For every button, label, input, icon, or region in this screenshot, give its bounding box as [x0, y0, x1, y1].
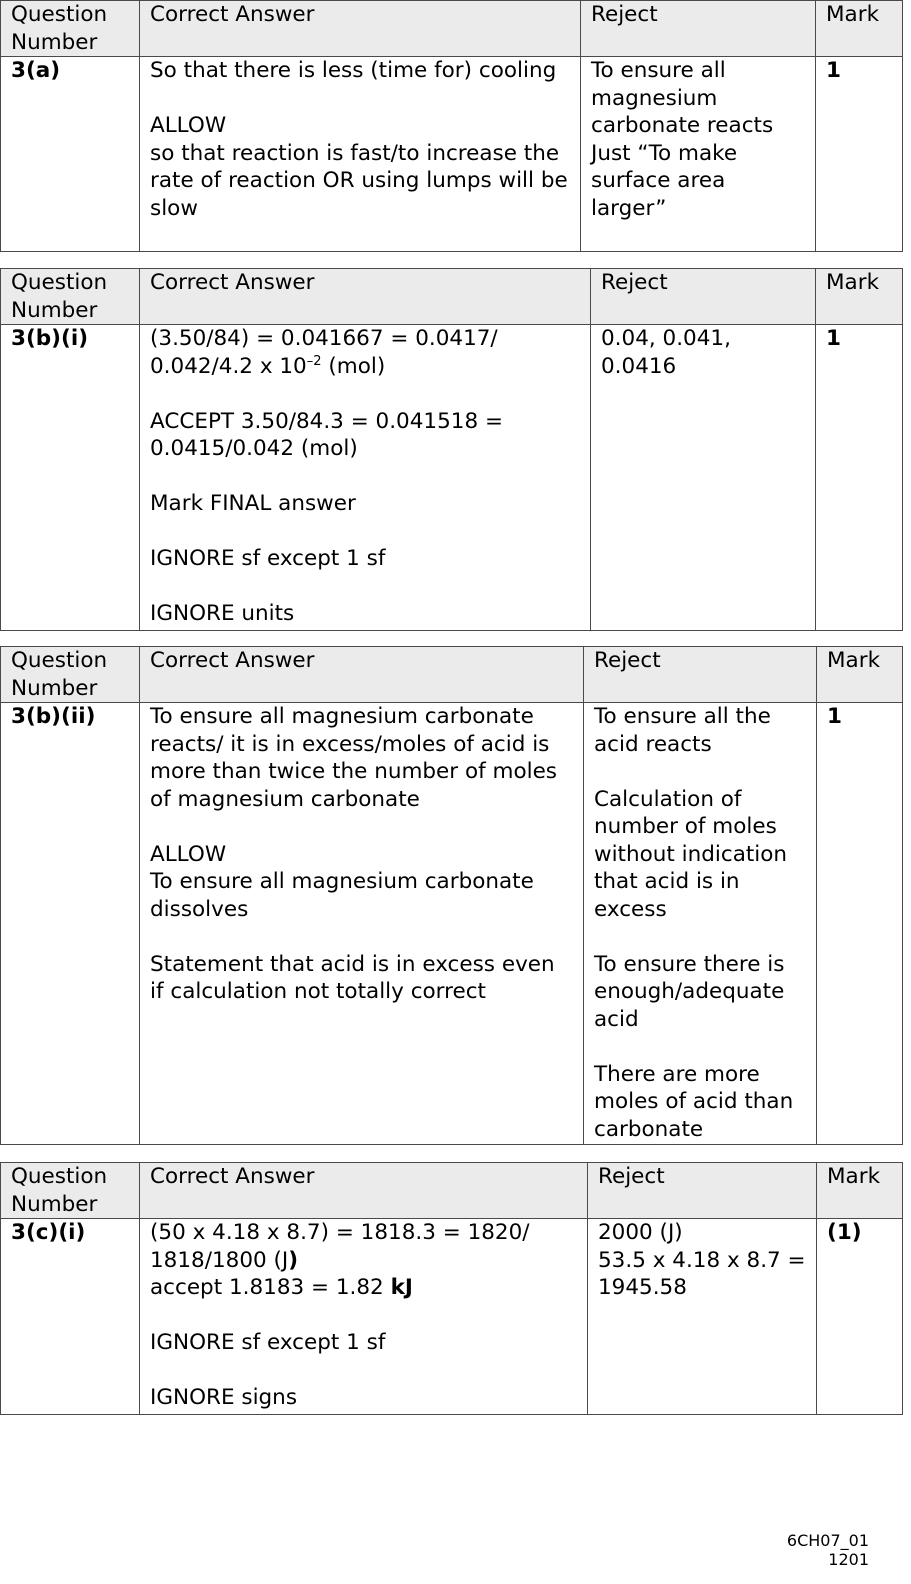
header-question-number: Question Number	[1, 1163, 140, 1219]
spacer	[150, 1302, 577, 1330]
spacer	[150, 813, 573, 841]
answer-line: Mark FINAL answer	[150, 491, 356, 516]
header-correct-answer: Correct Answer	[140, 647, 584, 703]
spacer	[150, 1357, 577, 1385]
question-number: 3(b)(ii)	[1, 703, 140, 1145]
table-row	[1, 703, 903, 1145]
reject-cell	[588, 1219, 817, 1415]
page-footer	[787, 1531, 869, 1569]
answer-line: Statement that acid is in excess even if calculation not totally correct	[150, 951, 555, 1004]
table-header-row	[1, 1, 903, 57]
correct-answer-cell	[140, 703, 584, 1145]
answer-bold-text: kJ	[390, 1275, 413, 1300]
spacer	[594, 923, 806, 951]
answer-line: IGNORE signs	[150, 1385, 298, 1410]
reject-line: Calculation of number of moles without indication that acid is in excess	[594, 786, 788, 922]
superscript-exponent: –2	[306, 353, 322, 369]
answer-line	[150, 1219, 577, 1274]
reject-line: There are more moles of acid than carbonate	[594, 1061, 794, 1142]
paper-code: 6CH07_01	[786, 1531, 869, 1550]
spacer	[150, 85, 570, 113]
question-number: 3(b)(i)	[1, 325, 140, 631]
mark-value: 1	[816, 57, 903, 252]
table-row	[1, 325, 903, 631]
spacer	[594, 758, 806, 786]
page-number: 1201	[828, 1550, 869, 1569]
mark-value: 1	[817, 703, 903, 1145]
correct-answer-cell	[140, 1219, 588, 1415]
answer-line: IGNORE units	[150, 601, 295, 626]
header-mark: Mark	[817, 647, 903, 703]
mark-scheme-table-3ci	[0, 1162, 903, 1415]
table-header-row	[1, 269, 903, 325]
header-mark: Mark	[816, 1, 903, 57]
spacer	[150, 923, 573, 951]
reject-line: 53.5 x 4.18 x 8.7 = 1945.58	[598, 1247, 806, 1300]
answer-line: IGNORE sf except 1 sf	[150, 1330, 386, 1355]
question-number: 3(a)	[1, 57, 140, 252]
header-mark: Mark	[817, 1163, 903, 1219]
table-header-row	[1, 1163, 903, 1219]
reject-line: To ensure there is enough/adequate acid	[594, 951, 785, 1032]
reject-line: Just “To make surface area larger”	[591, 140, 738, 221]
table-row	[1, 57, 903, 252]
table-row	[1, 1219, 903, 1415]
header-mark: Mark	[816, 269, 903, 325]
answer-line	[150, 1274, 577, 1302]
question-number: 3(c)(i)	[1, 1219, 140, 1415]
reject-line: To ensure all magnesium carbonate reacts	[591, 58, 774, 138]
spacer	[150, 380, 580, 408]
correct-answer-cell	[140, 57, 581, 252]
mark-scheme-table-3a	[0, 0, 903, 252]
correct-answer-cell	[140, 325, 591, 631]
mark-scheme-table-3bii	[0, 646, 903, 1145]
reject-line: To ensure all the acid reacts	[594, 704, 771, 757]
answer-line: ACCEPT 3.50/84.3 = 0.041518 = 0.0415/0.042 (mol)	[150, 408, 503, 461]
answer-text: (50 x 4.18 x 8.7) = 1818.3 = 1820/ 1818/1800 (J	[150, 1220, 530, 1273]
answer-line: IGNORE sf except 1 sf	[150, 546, 386, 571]
header-correct-answer: Correct Answer	[140, 1, 581, 57]
answer-line: To ensure all magnesium carbonate dissolves	[150, 869, 534, 922]
answer-text: (mol)	[321, 353, 386, 379]
header-correct-answer: Correct Answer	[140, 269, 591, 325]
spacer	[594, 1033, 806, 1061]
spacer	[150, 573, 580, 601]
reject-cell	[581, 57, 816, 252]
answer-line: ALLOW	[150, 113, 227, 138]
header-reject: Reject	[584, 647, 817, 703]
reject-cell	[591, 325, 816, 631]
answer-text: (3.50/84) = 0.041667 = 0.0417/ 0.042/4.2 x 10	[150, 326, 498, 379]
header-correct-answer: Correct Answer	[140, 1163, 588, 1219]
mark-scheme-table-3bi	[0, 268, 903, 631]
answer-line: So that there is less (time for) cooling	[150, 58, 557, 83]
answer-line: To ensure all magnesium carbonate reacts/ it is in excess/moles of acid is more than twice the number of moles of magnesium carbonate	[150, 704, 558, 812]
header-question-number: Question Number	[1, 269, 140, 325]
answer-line	[150, 325, 580, 380]
answer-line: so that reaction is fast/to increase the rate of reaction OR using lumps will be slow	[150, 140, 568, 221]
header-question-number: Question Number	[1, 1, 140, 57]
reject-cell	[584, 703, 817, 1145]
spacer	[150, 518, 580, 546]
header-reject: Reject	[581, 1, 816, 57]
reject-line: 2000 (J)	[598, 1220, 683, 1245]
spacer	[150, 463, 580, 491]
reject-line: 0.04, 0.041, 0.0416	[601, 326, 731, 379]
table-header-row	[1, 647, 903, 703]
header-reject: Reject	[588, 1163, 817, 1219]
answer-text: accept 1.8183 = 1.82	[150, 1275, 391, 1300]
mark-value: (1)	[817, 1219, 903, 1415]
answer-bold-text: )	[288, 1247, 299, 1273]
answer-line: ALLOW	[150, 841, 227, 867]
mark-value: 1	[816, 325, 903, 631]
header-reject: Reject	[591, 269, 816, 325]
header-question-number: Question Number	[1, 647, 140, 703]
